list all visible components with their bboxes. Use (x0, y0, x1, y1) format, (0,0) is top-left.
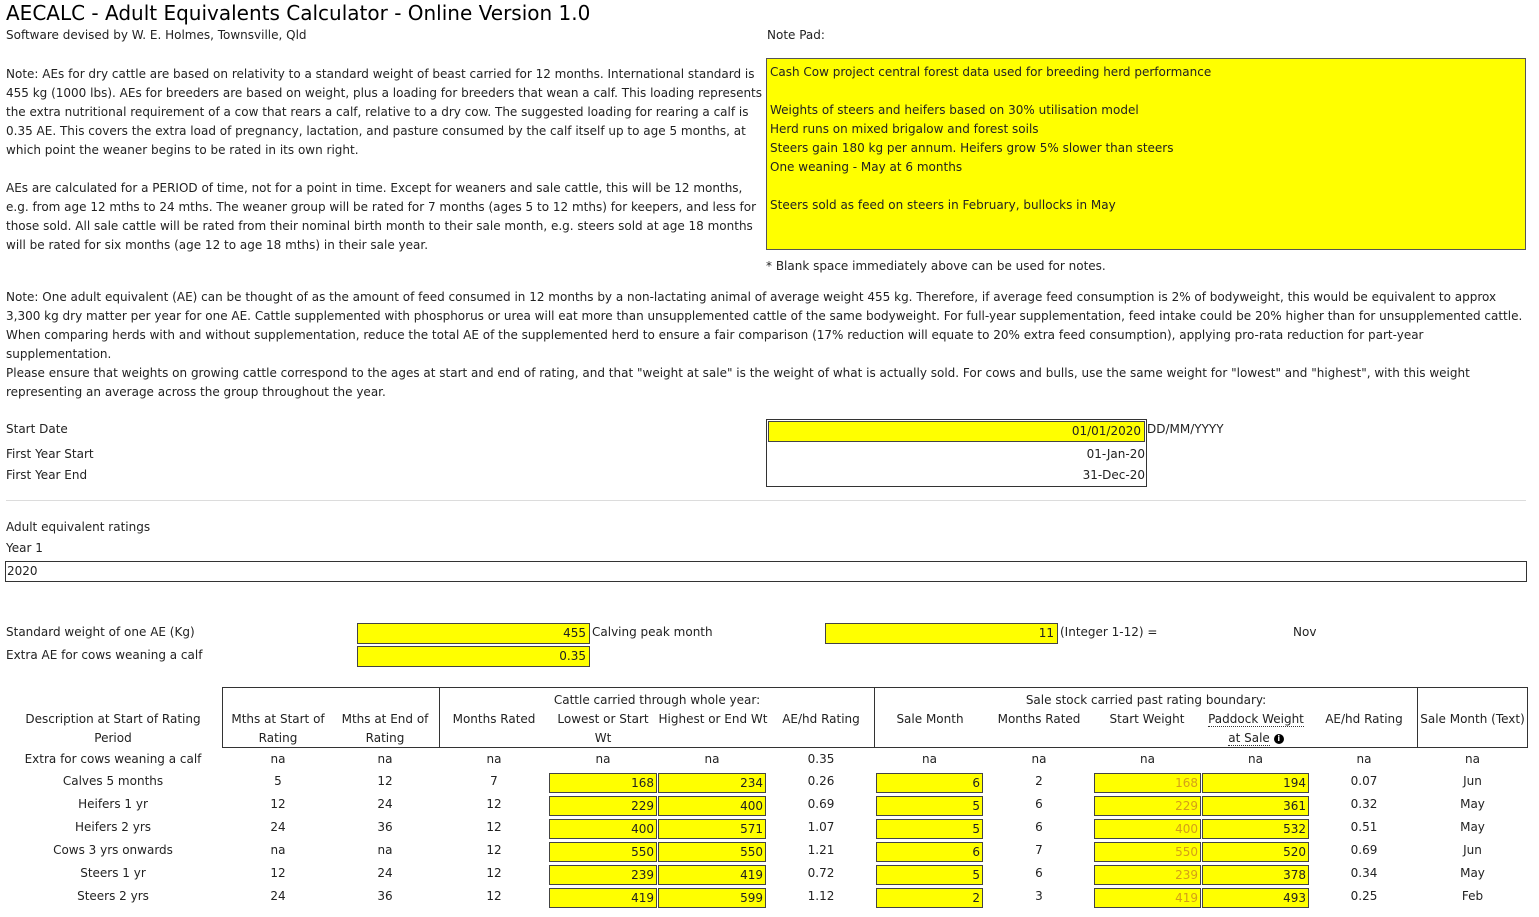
cell-ae2: 0.34 (1350, 866, 1378, 880)
cell-mr: na (486, 752, 502, 766)
note-ae-period: AEs are calculated for a PERIOD of time, not for a point in time. Except for weaners and sale cattle, this will be 12 months, e.g. from age 12 mths to 24 mths. The weaner group will be rated for 7 months (ages 5 to 12 mths) for keepers, and less for those sold. All sale cattle will be rated from their nominal birth month to their sale month, e.g. steers sold at age 18 months will be rated for six months (age 12 to age 18 mths) in their sale year. (6, 181, 757, 252)
cell-mr: 12 (486, 820, 502, 834)
header-sale-month-text: Sale Month (Text) (1420, 712, 1525, 726)
start-date-label: Start Date (6, 422, 68, 436)
cell-lo[interactable]: 550 (549, 842, 657, 862)
cell-sm[interactable]: 6 (876, 842, 983, 862)
cell-sm[interactable]: 5 (876, 796, 983, 816)
first-year-start-label: First Year Start (6, 447, 94, 461)
cell-pw[interactable]: 532 (1202, 819, 1309, 839)
notepad-line: One weaning - May at 6 months (770, 160, 963, 174)
header-start-weight: Start Weight (1109, 712, 1185, 726)
table-border (1527, 687, 1528, 747)
cell-ae2: 0.32 (1350, 797, 1378, 811)
cell-st: May (1460, 820, 1485, 834)
cell-sm[interactable]: 6 (876, 773, 983, 793)
notepad-line: Herd runs on mixed brigalow and forest soils (770, 122, 1039, 136)
cell-me: na (377, 752, 393, 766)
notepad-textarea[interactable] (766, 58, 1526, 250)
cell-ae: 1.07 (807, 820, 835, 834)
notepad-label: Note Pad: (767, 28, 825, 42)
cell-mr: 12 (486, 797, 502, 811)
cell-pw[interactable]: 194 (1202, 773, 1309, 793)
cell-sw[interactable]: 168 (1094, 773, 1201, 793)
cell-ae: 0.69 (807, 797, 835, 811)
table-border (222, 687, 223, 747)
cell-me: 24 (377, 797, 393, 811)
extra-ae-input[interactable]: 0.35 (357, 646, 590, 667)
cell-pw[interactable]: 493 (1202, 888, 1309, 908)
cell-sm[interactable]: 5 (876, 819, 983, 839)
date-format-hint: DD/MM/YYYY (1147, 422, 1224, 436)
cell-hi: na (704, 752, 720, 766)
cell-desc: Steers 1 yr (80, 866, 146, 880)
cell-mr: 12 (486, 866, 502, 880)
year-label: Year 1 (6, 541, 43, 555)
calving-hint: (Integer 1-12) = (1060, 625, 1158, 639)
cell-desc: Heifers 1 yr (78, 797, 148, 811)
cell-me: 12 (377, 774, 393, 788)
header-mths-end: Mths at End of Rating (341, 712, 429, 745)
header-paddock-weight-label: Paddock Weight at Sale (1208, 712, 1304, 745)
divider (6, 500, 1526, 501)
first-year-end-value: 31-Dec-20 (1082, 468, 1145, 482)
std-weight-label: Standard weight of one AE (Kg) (6, 625, 195, 639)
page-title: AECALC - Adult Equivalents Calculator - Online Version 1.0 (6, 1, 591, 25)
cell-pw[interactable]: 520 (1202, 842, 1309, 862)
cell-ae2: 0.25 (1350, 889, 1378, 903)
cell-ae: 0.35 (807, 752, 835, 766)
cell-ae2: 0.07 (1350, 774, 1378, 788)
cell-sm[interactable]: 2 (876, 888, 983, 908)
note-ae-dry-cattle: Note: AEs for dry cattle are based on relativity to a standard weight of beast carried for 12 months. International standard is 455 kg (1000 lbs). AEs for breeders are based on weight, plus a loading for breeders that wean a calf. This loading represents the extra nutritional requirement of a cow that rears a calf, relative to a dry cow. The suggested loading for rearing a calf is 0.35 AE. This covers the extra load of pregnancy, lactation, and pasture consumed by the calf itself up to age 5 months, at which point the weaner begins to be rated in its own right. (6, 67, 763, 157)
cell-lo[interactable]: 419 (549, 888, 657, 908)
cell-mr: 7 (490, 774, 498, 788)
cell-st: Feb (1461, 889, 1484, 903)
notepad-line: Steers gain 180 kg per annum. Heifers grow 5% slower than steers (770, 141, 1174, 155)
first-year-start-value: 01-Jan-20 (1086, 447, 1145, 461)
table-border (222, 687, 1528, 688)
header-mths-start: Mths at Start of Rating (231, 712, 325, 745)
cell-sw[interactable]: 229 (1094, 796, 1201, 816)
cell-mr2: 3 (1035, 889, 1043, 903)
header-group-whole-year: Cattle carried through whole year: (553, 693, 761, 707)
cell-mr: 12 (486, 889, 502, 903)
cell-ae: 0.72 (807, 866, 835, 880)
calving-month-text: Nov (1293, 625, 1317, 639)
cell-ae: 1.12 (807, 889, 835, 903)
cell-ae2: 0.69 (1350, 843, 1378, 857)
calving-peak-label: Calving peak month (592, 625, 713, 639)
cell-sw[interactable]: 419 (1094, 888, 1201, 908)
cell-st: May (1460, 866, 1485, 880)
cell-me: 36 (377, 889, 393, 903)
cell-sw: na (1140, 752, 1155, 766)
cell-desc: Steers 2 yrs (77, 889, 149, 903)
header-lowest-wt: Lowest or Start Wt (557, 712, 649, 745)
calving-peak-input[interactable]: 11 (825, 623, 1058, 644)
cell-sm[interactable]: 5 (876, 865, 983, 885)
cell-desc: Heifers 2 yrs (74, 820, 152, 834)
header-months-rated: Months Rated (452, 712, 536, 726)
cell-hi[interactable]: 400 (658, 796, 766, 816)
note-ae-definition: Note: One adult equivalent (AE) can be thought of as the amount of feed consumed in 12 months by a non-lactating animal of average weight 455 kg. Therefore, if average feed consumption is 2% of bodyweight, this would be equivalent to approx 3,300 kg dry matter per year for one AE. Cattle supplemented with phosphorus or urea will eat more than unsupplemented cattle of the same bodyweight. For full-year supplementation, feed intake could be 20% higher than for unsupplemented cattle. When comparing herds with and without supplementation, reduce the total AE of the supplemented herd to ensure a fair comparison (17% reduction will equate to 20% extra feed consumption), applying pro-rata reduction for part-year supplementation. (6, 290, 1523, 361)
cell-me: 24 (377, 866, 393, 880)
start-date-input[interactable]: 01/01/2020 (768, 421, 1145, 442)
blank-space-note: * Blank space immediately above can be used for notes. (766, 259, 1106, 273)
cell-mr: 12 (486, 843, 502, 857)
first-year-end-label: First Year End (6, 468, 88, 482)
cell-pw[interactable]: 378 (1202, 865, 1309, 885)
cell-hi[interactable]: 419 (658, 865, 766, 885)
notepad-line (770, 177, 1522, 196)
cell-desc: Extra for cows weaning a calf (24, 752, 202, 766)
cell-pw: na (1248, 752, 1263, 766)
cell-sw[interactable]: 239 (1094, 865, 1201, 885)
cell-lo: na (595, 752, 611, 766)
cell-lo[interactable]: 239 (549, 865, 657, 885)
cell-ms: na (270, 752, 286, 766)
cell-mr2: 6 (1035, 820, 1043, 834)
header-highest-wt: Highest or End Wt (658, 712, 768, 726)
cell-mr2: na (1031, 752, 1047, 766)
cell-ae: 1.21 (807, 843, 835, 857)
header-description: Description at Start of Rating Period (25, 712, 201, 745)
cell-lo[interactable]: 229 (549, 796, 657, 816)
cell-ae2: na (1356, 752, 1372, 766)
cell-me: 36 (377, 820, 393, 834)
header-sale-month: Sale Month (896, 712, 964, 726)
cell-mr2: 7 (1035, 843, 1043, 857)
cell-ms: 24 (270, 889, 286, 903)
cell-ms: 12 (270, 797, 286, 811)
header-group-sale-stock: Sale stock carried past rating boundary: (1025, 693, 1267, 707)
cell-mr2: 6 (1035, 797, 1043, 811)
cell-lo[interactable]: 168 (549, 773, 657, 793)
cell-hi[interactable]: 571 (658, 819, 766, 839)
cell-pw[interactable]: 361 (1202, 796, 1309, 816)
notepad-line: Weights of steers and heifers based on 30% utilisation model (770, 103, 1139, 117)
cell-sw[interactable]: 550 (1094, 842, 1201, 862)
header-ae-rating-sale: AE/hd Rating (1325, 712, 1403, 726)
header-months-rated-sale: Months Rated (997, 712, 1081, 726)
cell-lo[interactable]: 400 (549, 819, 657, 839)
cell-hi[interactable]: 550 (658, 842, 766, 862)
note-weights: Please ensure that weights on growing cattle correspond to the ages at start and end of rating, and that "weight at sale" is the weight of what is actually sold. For cows and bulls, use the same weight for "lowest" and "highest", with this weight representing an average across the group throughout the year. (6, 366, 1470, 399)
extra-ae-label: Extra AE for cows weaning a calf (6, 648, 203, 662)
cell-desc: Cows 3 yrs onwards (53, 843, 173, 857)
header-paddock-weight (1201, 710, 1311, 748)
cell-st: Jun (1463, 843, 1482, 857)
cell-mr2: 2 (1035, 774, 1043, 788)
cell-sw[interactable]: 400 (1094, 819, 1201, 839)
notepad-line: Cash Cow project central forest data used for breeding herd performance (770, 65, 1212, 79)
info-icon[interactable]: i (1274, 734, 1284, 744)
cell-me: na (377, 843, 393, 857)
notepad-line (770, 82, 1522, 101)
cell-st: na (1465, 752, 1480, 766)
year-input[interactable]: 2020 (5, 561, 1527, 582)
cell-st: May (1460, 797, 1485, 811)
notepad-line: Steers sold as feed on steers in February, bullocks in May (770, 198, 1116, 212)
cell-ms: 12 (270, 866, 286, 880)
cell-ms: na (270, 843, 286, 857)
cell-desc: Calves 5 months (62, 774, 164, 788)
cell-hi[interactable]: 599 (658, 888, 766, 908)
cell-ae2: 0.51 (1350, 820, 1378, 834)
cell-ae: 0.26 (807, 774, 835, 788)
cell-hi[interactable]: 234 (658, 773, 766, 793)
cell-ms: 24 (270, 820, 286, 834)
ratings-heading: Adult equivalent ratings (6, 520, 151, 534)
cell-sm: na (922, 752, 937, 766)
cell-st: Jun (1463, 774, 1482, 788)
header-ae-rating: AE/hd Rating (782, 712, 860, 726)
std-weight-input[interactable]: 455 (357, 623, 590, 644)
cell-ms: 5 (274, 774, 282, 788)
subtitle: Software devised by W. E. Holmes, Townsville, Qld (6, 28, 307, 42)
cell-mr2: 6 (1035, 866, 1043, 880)
